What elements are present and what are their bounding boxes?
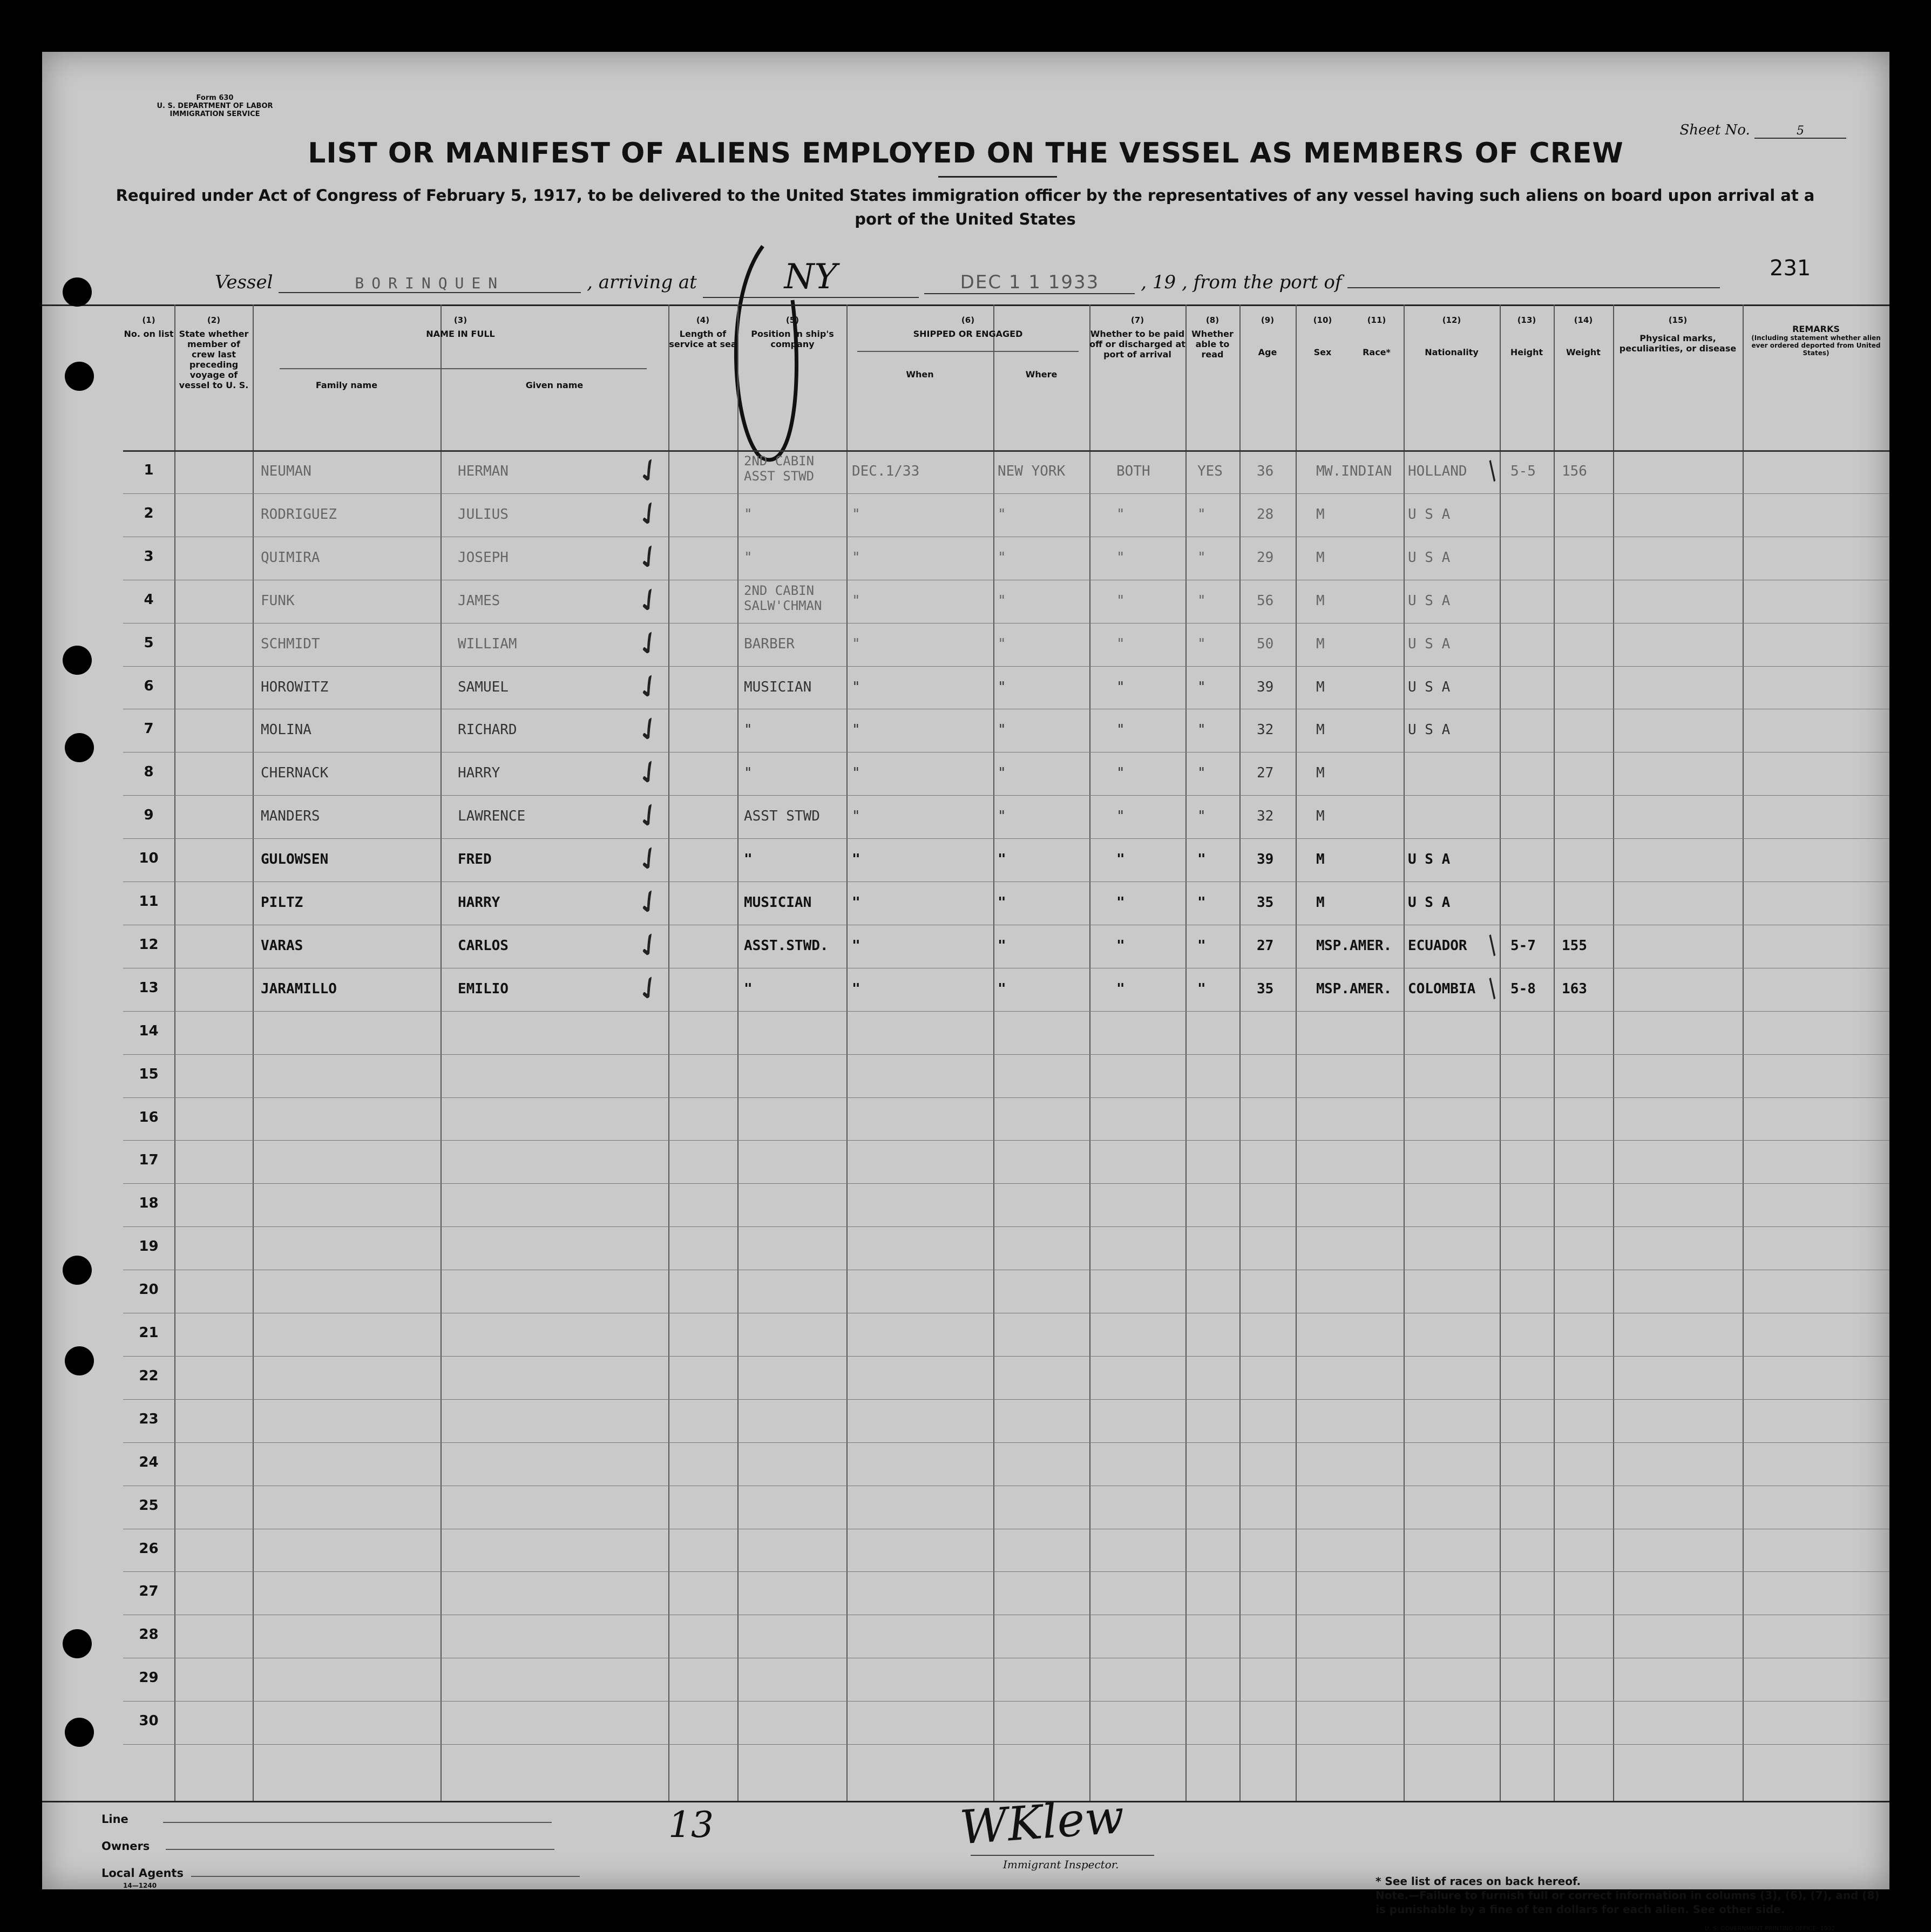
title-underline (938, 176, 1057, 178)
row-number: 28 (139, 1626, 159, 1643)
family-name-cell: FUNK (261, 592, 295, 609)
position-cell: MUSICIAN (744, 894, 812, 911)
row-number: 25 (139, 1497, 159, 1514)
family-name-cell: HOROWITZ (261, 679, 329, 695)
shipped-when-cell: " (852, 549, 861, 566)
position-cell: " (744, 722, 753, 738)
inspector-label: Immigrant Inspector. (1003, 1858, 1119, 1871)
row-number: 18 (139, 1195, 159, 1212)
col-divider (1404, 304, 1405, 1801)
col-divider (1554, 304, 1555, 1801)
family-name-cell: NEUMAN (261, 463, 311, 479)
header-physical-marks: (15) Physical marks, peculiarities, or disease (1619, 315, 1737, 354)
shipped-where-cell: " (998, 635, 1006, 652)
inspector-signature: WKlew (958, 1789, 1126, 1855)
header-paid-off: (7) Whether to be paid off or discharged at port of arrival (1089, 315, 1185, 360)
row-number: 30 (139, 1713, 159, 1730)
col-divider (1613, 304, 1614, 1801)
nationality-cell: U S A (1408, 679, 1451, 695)
shipped-when-cell: " (852, 937, 861, 954)
header-last-voyage: (2) State whether member of crew last preceding voyage of vessel to U. S. (179, 315, 249, 390)
given-name-cell: HARRY (458, 894, 500, 911)
row-number: 20 (139, 1282, 159, 1298)
position-cell: MUSICIAN (744, 679, 812, 695)
row-rule (123, 1399, 1889, 1400)
header-sex: (10) Sex (1313, 315, 1332, 357)
row-number: 15 (139, 1066, 159, 1082)
position-cell: ASST STWD (744, 808, 820, 825)
row-rule (123, 1744, 1889, 1745)
header-family-name: Family name (315, 380, 378, 390)
row-number: 16 (139, 1109, 159, 1126)
age-cell: 29 (1257, 549, 1274, 566)
header-where: Where (1025, 369, 1058, 379)
age-cell: 27 (1257, 765, 1274, 782)
family-name-cell: MOLINA (261, 722, 311, 738)
sex-cell: M (1316, 980, 1325, 997)
row-rule (123, 838, 1889, 839)
nationality-cell: ECUADOR (1408, 937, 1467, 954)
line-fill (163, 1822, 552, 1823)
height-slash-mark: / (1481, 455, 1503, 485)
header-remarks: REMARKS (Including statement whether alien ever ordered deported from United States) (1751, 324, 1881, 357)
arriving-port: NY (703, 257, 919, 298)
paid-off-cell: " (1116, 635, 1125, 652)
check-mark: ✓ (628, 448, 670, 493)
shipped-when-cell: " (852, 722, 861, 738)
row-number: 11 (139, 893, 159, 910)
row-number: 24 (139, 1454, 159, 1470)
family-name-cell: QUIMIRA (261, 549, 320, 566)
family-name-cell: MANDERS (261, 808, 320, 825)
line-field: Line (101, 1813, 552, 1826)
row-number: 5 (144, 634, 154, 651)
shipped-when-cell: " (852, 980, 861, 997)
height-slash-mark: / (1481, 930, 1503, 960)
page-title: LIST OR MANIFEST OF ALIENS EMPLOYED ON THE VESSEL AS MEMBERS OF CREW (308, 137, 1624, 170)
paid-off-cell: " (1116, 679, 1125, 695)
header-length-of-service: (4) Length of service at sea (669, 315, 737, 349)
signature-line (971, 1855, 1154, 1856)
nationality-cell: COLOMBIA (1408, 980, 1476, 997)
nationality-cell: HOLLAND (1408, 463, 1467, 479)
able-to-read-cell: " (1197, 894, 1206, 911)
punch-hole (63, 1256, 92, 1285)
able-to-read-cell: " (1197, 679, 1206, 695)
family-name-cell: VARAS (261, 937, 303, 954)
family-name-cell: GULOWSEN (261, 851, 329, 868)
sex-cell: M (1316, 808, 1325, 825)
shipped-when-cell: " (852, 635, 861, 652)
family-name-cell: SCHMIDT (261, 635, 320, 652)
shipped-when-cell: DEC.1/33 (852, 463, 920, 479)
row-rule (123, 1356, 1889, 1357)
family-name-cell: PILTZ (261, 894, 303, 911)
row-number: 26 (139, 1540, 159, 1557)
able-to-read-cell: " (1197, 765, 1206, 782)
col-divider (668, 304, 669, 1801)
vessel-line (215, 257, 1720, 298)
header-when: When (906, 369, 934, 379)
nationality-cell: U S A (1408, 592, 1451, 609)
row-number: 14 (139, 1022, 159, 1039)
from-port (1347, 287, 1720, 288)
paid-off-cell: " (1116, 592, 1125, 609)
check-mark: ✓ (628, 836, 670, 882)
shipped-where-cell: " (998, 765, 1006, 782)
punch-hole (65, 1718, 94, 1747)
footnote (1376, 1874, 1883, 1916)
shipped-where-cell: " (998, 851, 1006, 868)
shipped-when-cell: " (852, 679, 861, 695)
check-mark: ✓ (628, 923, 670, 968)
punch-hole (65, 1346, 94, 1375)
sex-cell: M (1316, 635, 1325, 652)
sex-cell: M (1316, 937, 1325, 954)
row-number: 29 (139, 1670, 159, 1686)
vessel-label: Vessel (215, 272, 273, 293)
punch-hole (63, 277, 92, 307)
penalty-note: Note.—Failure to furnish full or correct information in columns (3), (6), (7), and (8) is punishable by a fine of ten dollars for each alien. See other side. (1376, 1889, 1880, 1916)
paid-off-cell: BOTH (1116, 463, 1150, 479)
paid-off-cell: " (1116, 937, 1125, 954)
position-cell: 2ND CABIN ASST STWD (744, 453, 815, 484)
form-number-block (101, 94, 328, 118)
header-weight: (14) Weight (1566, 315, 1601, 357)
punch-hole (63, 646, 92, 675)
shipped-where-cell: " (998, 506, 1006, 523)
height-cell: 5-5 (1510, 463, 1536, 479)
sex-cell: M (1316, 463, 1325, 479)
given-name-cell: JAMES (458, 592, 500, 609)
vessel-name: BORINQUEN (279, 274, 581, 293)
given-name-cell: FRED (458, 851, 492, 868)
position-cell: 2ND CABIN SALW'CHMAN (744, 582, 822, 613)
position-cell: BARBER (744, 635, 795, 652)
paid-off-cell: " (1116, 722, 1125, 738)
row-rule (123, 1054, 1889, 1055)
header-age: (9) Age (1258, 315, 1277, 357)
row-rule (123, 1442, 1889, 1443)
col-divider (253, 304, 254, 1801)
header-no: (1) No. on list (124, 315, 174, 339)
row-number: 23 (139, 1411, 159, 1427)
check-mark: ✓ (628, 578, 670, 623)
weight-cell: 156 (1562, 463, 1587, 479)
col-divider (1500, 304, 1501, 1801)
shipped-where-cell: " (998, 937, 1006, 954)
arrival-date: DEC 1 1 1933 (924, 272, 1135, 294)
form-number: Form 630 (196, 94, 234, 102)
punch-hole (63, 1629, 92, 1658)
col-divider (1296, 304, 1297, 1801)
paid-off-cell: " (1116, 894, 1125, 911)
col-divider (993, 304, 994, 1801)
row-rule (123, 1183, 1889, 1184)
nationality-cell: U S A (1408, 549, 1451, 566)
height-cell: 5-8 (1510, 980, 1536, 997)
check-mark: ✓ (628, 750, 670, 795)
from-port-label: , from the port of (1181, 272, 1342, 293)
col-divider (737, 304, 738, 1801)
sex-cell: M (1316, 722, 1325, 738)
age-cell: 36 (1257, 463, 1274, 479)
owners-fill (166, 1849, 554, 1850)
row-number: 2 (144, 505, 154, 521)
able-to-read-cell: " (1197, 506, 1206, 523)
punch-hole (65, 362, 94, 391)
family-name-cell: RODRIGUEZ (261, 506, 337, 523)
sex-cell: M (1316, 894, 1325, 911)
height-cell: 5-7 (1510, 937, 1536, 954)
paid-off-cell: " (1116, 506, 1125, 523)
row-number: 22 (139, 1367, 159, 1384)
shipped-when-cell: " (852, 851, 861, 868)
col-divider (1239, 304, 1241, 1801)
header-race: (11) Race* (1363, 315, 1391, 357)
col-divider (1089, 304, 1090, 1801)
handwritten-count: 13 (668, 1804, 714, 1846)
position-cell: " (744, 980, 753, 997)
sheet-number: 5 (1754, 124, 1846, 139)
service: IMMIGRATION SERVICE (170, 110, 260, 118)
shipped-where-cell: " (998, 592, 1006, 609)
sex-cell: M (1316, 679, 1325, 695)
age-cell: 35 (1257, 894, 1274, 911)
able-to-read-cell: YES (1197, 463, 1223, 479)
row-rule (123, 795, 1889, 796)
given-name-cell: WILLIAM (458, 635, 517, 652)
row-rule (123, 1011, 1889, 1012)
row-number: 6 (144, 677, 154, 694)
race-cell: W.INDIAN (1324, 463, 1392, 479)
sex-cell: M (1316, 851, 1325, 868)
given-name-cell: JOSEPH (458, 549, 509, 566)
paid-off-cell: " (1116, 851, 1125, 868)
shipped-when-cell: " (852, 592, 861, 609)
shipped-subheader-rule (857, 351, 1079, 352)
col-divider (846, 304, 848, 1801)
weight-cell: 163 (1562, 980, 1587, 997)
position-cell: " (744, 506, 753, 523)
row-number: 1 (144, 462, 154, 478)
check-mark: ✓ (628, 663, 670, 709)
crew-table (123, 304, 1889, 1801)
nationality-cell: U S A (1408, 894, 1451, 911)
row-number: 13 (139, 979, 159, 996)
race-cell: SP.AMER. (1324, 980, 1392, 997)
row-number: 9 (144, 807, 154, 824)
nationality-cell: U S A (1408, 506, 1451, 523)
paid-off-cell: " (1116, 980, 1125, 997)
sex-cell: M (1316, 549, 1325, 566)
col-divider (1743, 304, 1744, 1801)
row-rule (123, 1140, 1889, 1141)
sheet-label: Sheet No. (1679, 122, 1750, 138)
given-name-cell: RICHARD (458, 722, 517, 738)
manifest-sheet (42, 52, 1889, 1932)
agents-field: Local Agents (101, 1867, 580, 1880)
position-cell: ASST.STWD. (744, 937, 829, 954)
able-to-read-cell: " (1197, 722, 1206, 738)
row-number: 4 (144, 591, 154, 608)
given-name-cell: SAMUEL (458, 679, 509, 695)
printer-imprint: U. S. GOVERNMENT PRINTING OFFICE: 1932 (1705, 1925, 1835, 1932)
position-cell: " (744, 549, 753, 566)
sex-cell: M (1316, 592, 1325, 609)
punch-hole (65, 733, 94, 762)
row-number: 27 (139, 1583, 159, 1600)
age-cell: 50 (1257, 635, 1274, 652)
col-divider (441, 304, 442, 1801)
nationality-cell: U S A (1408, 851, 1451, 868)
able-to-read-cell: " (1197, 635, 1206, 652)
check-mark: ✓ (628, 879, 670, 925)
shipped-where-cell: " (998, 722, 1006, 738)
row-number: 10 (139, 850, 159, 867)
check-mark: ✓ (628, 966, 670, 1011)
check-mark: ✓ (628, 793, 670, 838)
col-divider (1185, 304, 1187, 1801)
agents-code: 14—1240 (123, 1882, 157, 1889)
shipped-when-cell: " (852, 765, 861, 782)
sex-cell: M (1316, 765, 1325, 782)
age-cell: 28 (1257, 506, 1274, 523)
race-cell: SP.AMER. (1324, 937, 1392, 954)
family-name-cell: CHERNACK (261, 765, 329, 782)
header-height: (13) Height (1510, 315, 1543, 357)
row-number: 3 (144, 548, 154, 565)
given-name-cell: CARLOS (458, 937, 509, 954)
shipped-where-cell: " (998, 808, 1006, 825)
row-rule (123, 1571, 1889, 1572)
row-rule (123, 1097, 1889, 1098)
position-cell: " (744, 765, 753, 782)
shipped-where-cell: " (998, 679, 1006, 695)
row-rule (123, 493, 1889, 494)
row-number: 8 (144, 764, 154, 781)
check-mark: ✓ (628, 707, 670, 752)
sex-cell: M (1316, 506, 1325, 523)
position-cell: " (744, 851, 753, 868)
weight-cell: 155 (1562, 937, 1587, 954)
age-cell: 32 (1257, 722, 1274, 738)
header-position: (5) Position in ship's company (751, 315, 834, 349)
given-name-cell: LAWRENCE (458, 808, 526, 825)
arriving-label: , arriving at (587, 272, 697, 293)
header-shipped-or-engaged: (6) SHIPPED OR ENGAGED (913, 315, 1023, 339)
age-cell: 56 (1257, 592, 1274, 609)
sheet-number-field (1679, 122, 1846, 139)
row-number: 19 (139, 1238, 159, 1255)
able-to-read-cell: " (1197, 808, 1206, 825)
department: U. S. DEPARTMENT OF LABOR (157, 102, 273, 110)
row-number: 21 (139, 1325, 159, 1341)
able-to-read-cell: " (1197, 851, 1206, 868)
shipped-when-cell: " (852, 506, 861, 523)
shipped-where-cell: " (998, 549, 1006, 566)
header-nationality: (12) Nationality (1425, 315, 1479, 357)
row-rule (123, 666, 1889, 667)
check-mark: ✓ (628, 620, 670, 666)
age-cell: 39 (1257, 851, 1274, 868)
stamp-number: 231 (1770, 256, 1811, 281)
check-mark: ✓ (628, 491, 670, 537)
year-label: , 19 (1141, 272, 1176, 293)
owners-field: Owners (101, 1840, 554, 1853)
paid-off-cell: " (1116, 549, 1125, 566)
height-slash-mark: / (1481, 973, 1503, 1003)
age-cell: 32 (1257, 808, 1274, 825)
given-name-cell: HERMAN (458, 463, 509, 479)
check-mark: ✓ (628, 534, 670, 580)
age-cell: 35 (1257, 980, 1274, 997)
able-to-read-cell: " (1197, 592, 1206, 609)
shipped-when-cell: " (852, 808, 861, 825)
row-number: 17 (139, 1152, 159, 1169)
shipped-where-cell: " (998, 894, 1006, 911)
nationality-cell: U S A (1408, 722, 1451, 738)
agents-fill (191, 1876, 580, 1877)
row-rule (123, 752, 1889, 753)
row-number: 7 (144, 721, 154, 737)
row-rule (123, 1226, 1889, 1227)
race-note: * See list of races on back hereof. (1376, 1875, 1581, 1888)
header-able-to-read: (8) Whether able to read (1191, 315, 1234, 360)
name-subheader-rule (280, 368, 647, 369)
shipped-where-cell: " (998, 980, 1006, 997)
page-subtitle: Required under Act of Congress of February 5, 1917, to be delivered to the United States immigration officer by the representatives of any vessel having such aliens on board upon arrival at a port of the United States (116, 186, 1815, 228)
family-name-cell: JARAMILLO (261, 980, 337, 997)
age-cell: 39 (1257, 679, 1274, 695)
header-given-name: Given name (525, 380, 584, 390)
able-to-read-cell: " (1197, 549, 1206, 566)
age-cell: 27 (1257, 937, 1274, 954)
col-divider (174, 304, 175, 1801)
able-to-read-cell: " (1197, 937, 1206, 954)
given-name-cell: EMILIO (458, 980, 509, 997)
shipped-when-cell: " (852, 894, 861, 911)
paid-off-cell: " (1116, 765, 1125, 782)
given-name-cell: JULIUS (458, 506, 509, 523)
nationality-cell: U S A (1408, 635, 1451, 652)
able-to-read-cell: " (1197, 980, 1206, 997)
header-name-in-full: (3) NAME IN FULL (426, 315, 495, 339)
shipped-where-cell: NEW YORK (998, 463, 1066, 479)
given-name-cell: HARRY (458, 765, 500, 782)
header-bottom-rule (123, 450, 1889, 452)
paid-off-cell: " (1116, 808, 1125, 825)
row-number: 12 (139, 936, 159, 953)
